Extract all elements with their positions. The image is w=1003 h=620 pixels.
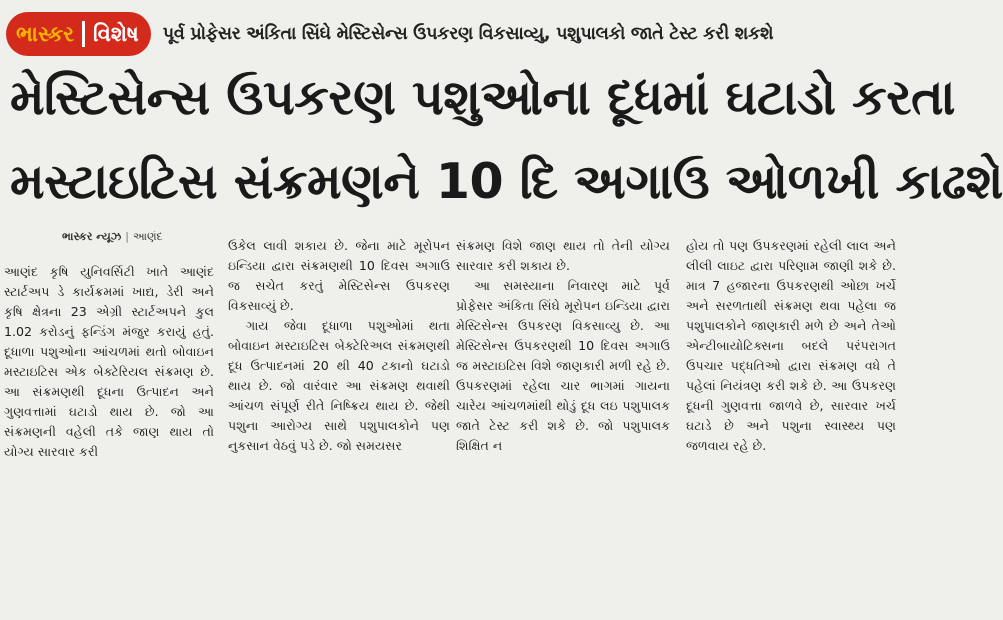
paragraph: હોય તો પણ ઉપકરણમાં રહેલી લાલ અને લીલી લાઇટ દ્વારા પરિણામ જાણી શકે છે. માત્ર 7 હજારના ઉપકરણથી ઓછા ખર્ચે અને સરળતાથી સંક્રમણ થવા પહેલા જ પશુપાલકોને જાણકારી મળે છે અને તેઓ એન્ટીબાયોટિક્સના બદલે પરંપરાગત ઉપચાર પદ્ધતિઓ દ્વારા સંક્રમણ વધે તે પહેલાં નિયંત્રણ કરી શકે છે. આ ઉપકરણ દૂધની ગુણવત્તા જાળવે છે, સારવાર ખર્ચ ઘટાડે છે અને પશુના સ્વાસ્થ્ય પણ જળવાય રહે છે. (686, 238, 896, 453)
kicker-row (0, 6, 900, 62)
badge-divider (82, 21, 85, 47)
article-column-1 (4, 262, 214, 462)
article-column-3 (456, 236, 670, 456)
headline-line-2: મસ્ટાઇટિસ સંક્રમણને 10 દિ અગાઉ ઓળખી કાઢશે (10, 153, 1003, 210)
article-column-2 (228, 236, 450, 456)
paragraph: આણંદ કૃષિ યુનિવર્સિટી ખાતે આણંદ સ્ટાર્ટઅપ ડે કાર્યક્રમમાં ખાદ્ય, ડેરી અને કૃષિ ક્ષેત્રના 23 એગ્રી સ્ટાર્ટઅપને કુલ 1.02 કરોડનું ફન્ડિંગ મંજુર કરાયું હતું. દૂધાળા પશુઓના આંચળમાં થતો બોવાઇન મસ્ટાઇટિસ એક બેક્ટેરિયલ સંક્રમણ છે. આ સંક્રમણથી દૂધના ઉત્પાદન અને ગુણવત્તામાં ઘટાડો થાય છે. જો આ સંક્રમણની વહેલી તકે જાણ થાય તો યોગ્ય સારવાર કરી (4, 264, 214, 459)
headline-line-1: મેસ્ટિસેન્સ ઉપકરણ પશુઓના દૂધમાં ઘટાડો કરતા (10, 69, 956, 126)
byline-divider: | (125, 230, 129, 243)
article-column-4 (686, 236, 896, 456)
paragraph: ગાય જેવા દૂધાળા પશુઓમાં થતા બોવાઇન મસ્ટાઇટિસ બેક્ટેરિઅલ સંક્રમણથી દૂધ ઉત્પાદનમાં 20 થી 40 ટકાનો ઘટાડો થાય છે. જો વારંવાર આ સંક્રમણ થવાથી આંચળ સંપૂર્ણ રીતે નિષ્ક્રિય થાય છે. જેથી પશુના આરોગ્ય સાથે પશુપાલકોને પણ નુકસાન વેઠવું પડે છે. જો સમયસર (228, 318, 450, 453)
byline (62, 230, 163, 244)
paragraph: ઉકેલ લાવી શકાય છે. જેના માટે મૂરોપન ઇન્ડિયા દ્વારા સંક્રમણથી 10 દિવસ અગાઉ જ સચેત કરતું મેસ્ટિસેન્સ ઉપકરણ વિકસાવ્યું છે. (228, 238, 450, 313)
byline-agency: ભાસ્કર ન્યૂઝ (62, 230, 122, 243)
brand-label: ભાસ્કર (16, 21, 75, 46)
paragraph: સંક્રમણ વિશે જાણ થાય તો તેની યોગ્ય સારવાર કરી શકાય છે. (456, 238, 670, 273)
kicker-text: પૂર્વ પ્રોફેસર અંકિતા સિંઘે મેસ્ટિસેન્સ ઉપકરણ વિકસાવ્યુ, પશુપાલકો જાતે ટેસ્ટ કરી શકશે (162, 24, 774, 44)
byline-place: આણંદ (132, 230, 163, 243)
section-badge (6, 12, 151, 56)
paragraph: આ સમસ્યાના નિવારણ માટે પૂર્વ પ્રોફેસર અંકિતા સિંઘે મૂરોપન ઇન્ડિયા દ્વારા મેસ્ટિસેન્સ ઉપકરણ વિકસાવ્યુ છે. આ મેસ્ટિસેન્સ ઉપકરણથી 10 દિવસ અગાઉ જ મસ્ટાઇટિસ વિશે જાણકારી મળી રહે છે. ઉપકરણમાં રહેલા ચાર ભાગમાં ગાયના ચારેય આંચળમાંથી થોડું દૂધ લઇ પશુપાલક જાતે ટેસ્ટ કરી શકે છે. જો પશુપાલક શિક્ષિત ન (456, 278, 670, 453)
section-label: વિશેષ (93, 21, 139, 46)
